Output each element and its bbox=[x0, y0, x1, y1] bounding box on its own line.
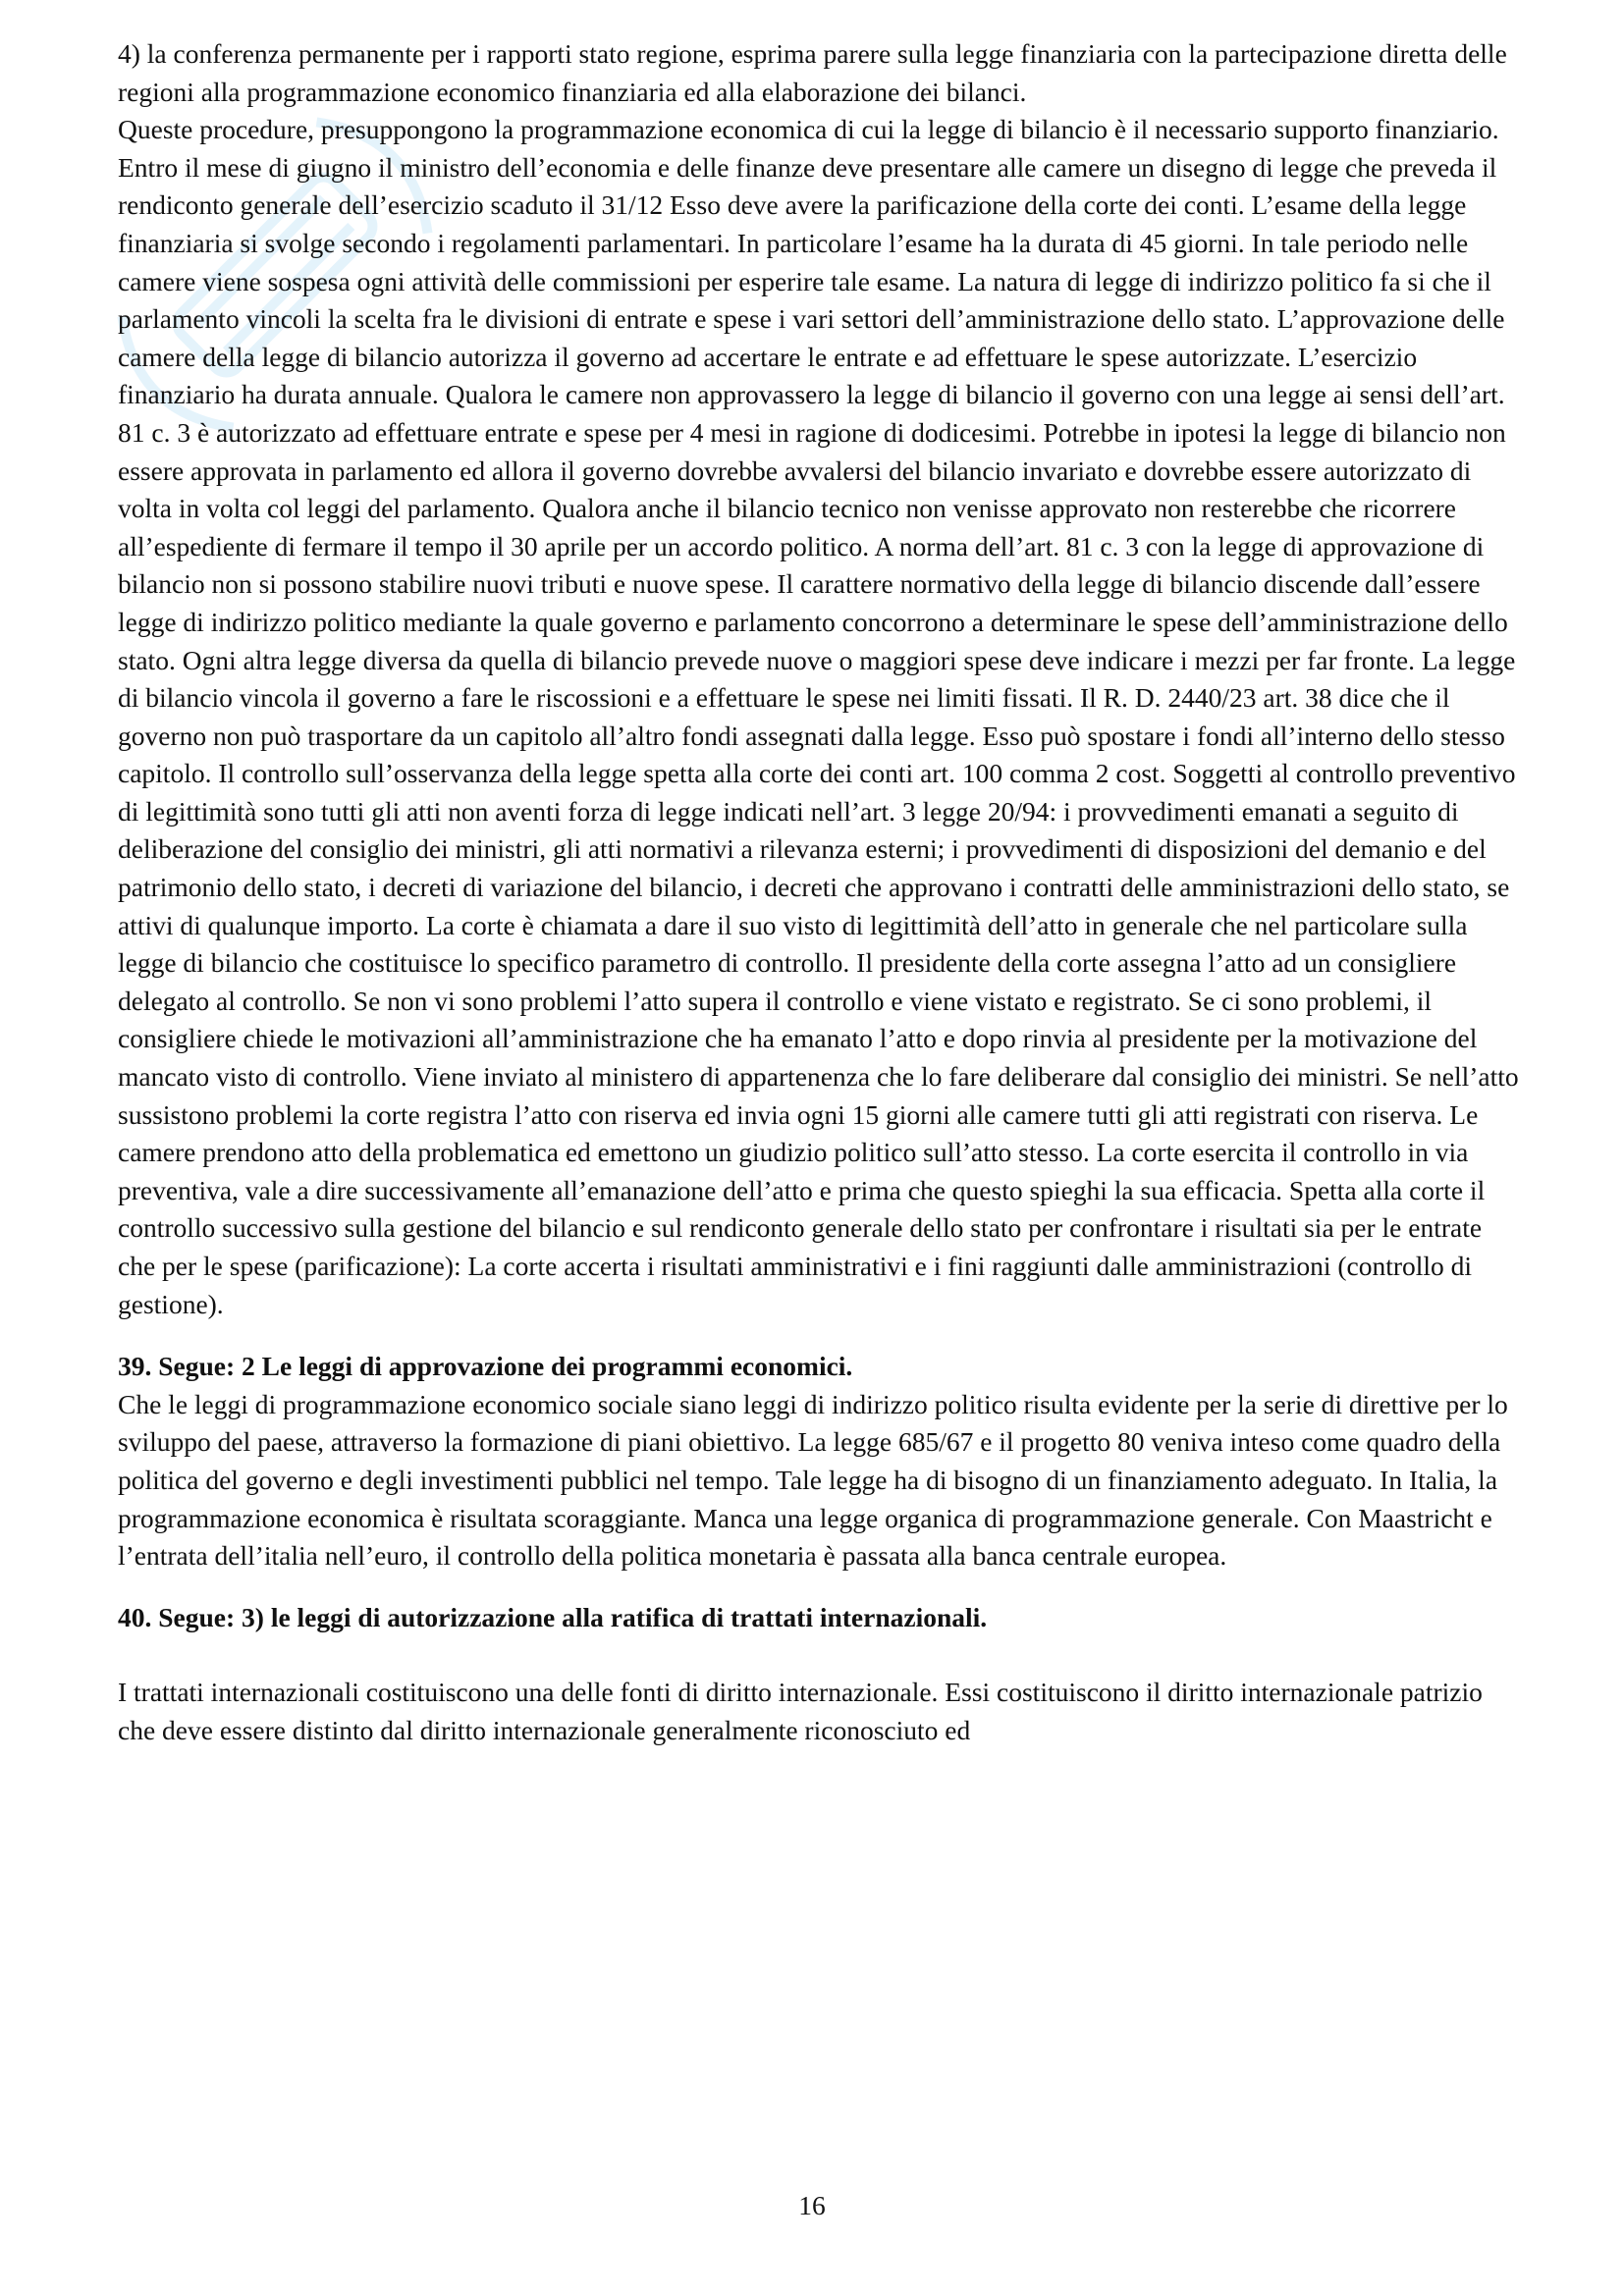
document-page bbox=[118, 35, 1522, 1750]
paragraph-intro-2: Queste procedure, presuppongono la programmazione economica di cui la legge di bilancio è il necessario supporto finanziario. bbox=[118, 114, 1499, 145]
section-39-body: Che le leggi di programmazione economico sociale siano leggi di indirizzo politico risulta evidente per la serie di direttive per lo sviluppo del paese, attraverso la formazione di piani obiettivo. La legge 685/67 e il progetto 80 veniva inteso come quadro della politica del governo e degli investimenti pubblici nel tempo. Tale legge ha di bisogno di un finanziamento adeguato. In Italia, la programmazione economica è risultata scoraggiante. Manca una legge organica di programmazione generale. Con Maastricht e l’entrata dell’italia nell’euro, il controllo della politica monetaria è passata alla banca centrale europea. bbox=[118, 1388, 1508, 1572]
section-39-heading: 39. Segue: 2 Le leggi di approvazione dei programmi economici. bbox=[118, 1351, 853, 1382]
page-number: 16 bbox=[798, 2190, 826, 2220]
paragraph-intro-3: Entro il mese di giugno il ministro dell’economia e delle finanze deve presentare alle camere un disegno di legge che preveda il rendiconto generale dell’esercizio scaduto il 31/12 Esso deve avere la parificazione della corte dei conti. L’esame della legge finanziaria si svolge secondo i regolamenti parlamentari. In particolare l’esame ha la durata di 45 giorni. In tale periodo nelle camere viene sospesa ogni attività delle commissioni per esperire tale esame. La natura di legge di indirizzo politico fa si che il parlamento vincoli la scelta fra le divisioni di entrate e spese i vari settori dell’amministrazione dello stato. L’approvazione delle camere della legge di bilancio autorizza il governo ad accertare le entrate e ad effettuare le spese autorizzate. L’esercizio finanziario ha durata annuale. Qualora le camere non approvassero la legge di bilancio il governo con una legge ai sensi dell’art. 81 c. 3 è autorizzato ad effettuare entrate e spese per 4 mesi in ragione di dodicesimi. Potrebbe in ipotesi la legge di bilancio non essere approvata in parlamento ed allora il governo dovrebbe avvalersi del bilancio invariato e dovrebbe essere autorizzato di volta in volta col leggi del parlamento. Qualora anche il bilancio tecnico non venisse approvato non resterebbe che ricorrere all’espediente di fermare il tempo il 30 aprile per un accordo politico. A norma dell’art. 81 c. 3 con la legge di approvazione di bilancio non si possono stabilire nuovi tributi e nuove spese. Il carattere normativo della legge di bilancio discende dall’essere legge di indirizzo politico mediante la quale governo e parlamento concorrono a determinare le spese dell’amministrazione dello stato. Ogni altra legge diversa da quella di bilancio prevede nuove o maggiori spese deve indicare i mezzi per far fronte. La legge di bilancio vincola il governo a fare le riscossioni e a effettuare le spese nei limiti fissati. Il R. D. 2440/23 art. 38 dice che il governo non può trasportare da un capitolo all’altro fondi assegnati dalla legge. Esso può spostare i fondi all’interno dello stesso capitolo. Il controllo sull’osservanza della legge spetta alla corte dei conti art. 100 comma 2 cost. Soggetti al controllo preventivo di legittimità sono tutti gli atti non aventi forza di legge indicati nell’art. 3 legge 20/94: i provvedimenti emanati a seguito di deliberazione del consiglio dei ministri, gli atti normativi a rilevanza esterni; i provvedimenti di disposizioni del demanio e del patrimonio dello stato, i decreti di variazione del bilancio, i decreti che approvano i contratti delle amministrazioni dello stato, se attivi di qualunque importo. La corte è chiamata a dare il suo visto di legittimità dell’atto in generale che nel particolare sulla legge di bilancio che costituisce lo specifico parametro di controllo. Il presidente della corte assegna l’atto ad un consigliere delegato al controllo. Se non vi sono problemi l’atto supera il controllo e viene vistato e registrato. Se ci sono problemi, il consigliere chiede le motivazioni all’amministrazione che ha emanato l’atto e dopo rinvia al presidente per la motivazione del mancato visto di controllo. Viene inviato al ministero di appartenenza che lo fare deliberare dal consiglio dei ministri. Se nell’atto sussistono problemi la corte registra l’atto con riserva ed invia ogni 15 giorni alle camere tutti gli atti registrati con riserva. Le camere prendono atto della problematica ed emettono un giudizio politico sull’atto stesso. La corte esercita il controllo in via preventiva, vale a dire successivamente all’emanazione dell’atto e prima che questo spieghi la sua efficacia. Spetta alla corte il controllo successivo sulla gestione del bilancio e sul rendiconto generale dello stato per confrontare i risultati sia per le entrate che per le spese (parificazione): La corte accerta i risultati amministrativi e i fini raggiunti dalle amministrazioni (controllo di gestione). bbox=[118, 151, 1519, 1319]
section-40-body: I trattati internazionali costituiscono una delle fonti di diritto internazionale. Essi costituiscono il diritto internazionale patrizio che deve essere distinto dal diritto internazionale generalmente riconosciuto ed bbox=[118, 1677, 1483, 1745]
paragraph-intro-1: 4) la conferenza permanente per i rapporti stato regione, esprima parere sulla legge finanziaria con la partecipazione diretta delle regioni alla programmazione economico finanziaria ed alla elaborazione dei bilanci. bbox=[118, 38, 1507, 107]
section-40-heading: 40. Segue: 3) le leggi di autorizzazione alla ratifica di trattati internazionali. bbox=[118, 1601, 988, 1632]
